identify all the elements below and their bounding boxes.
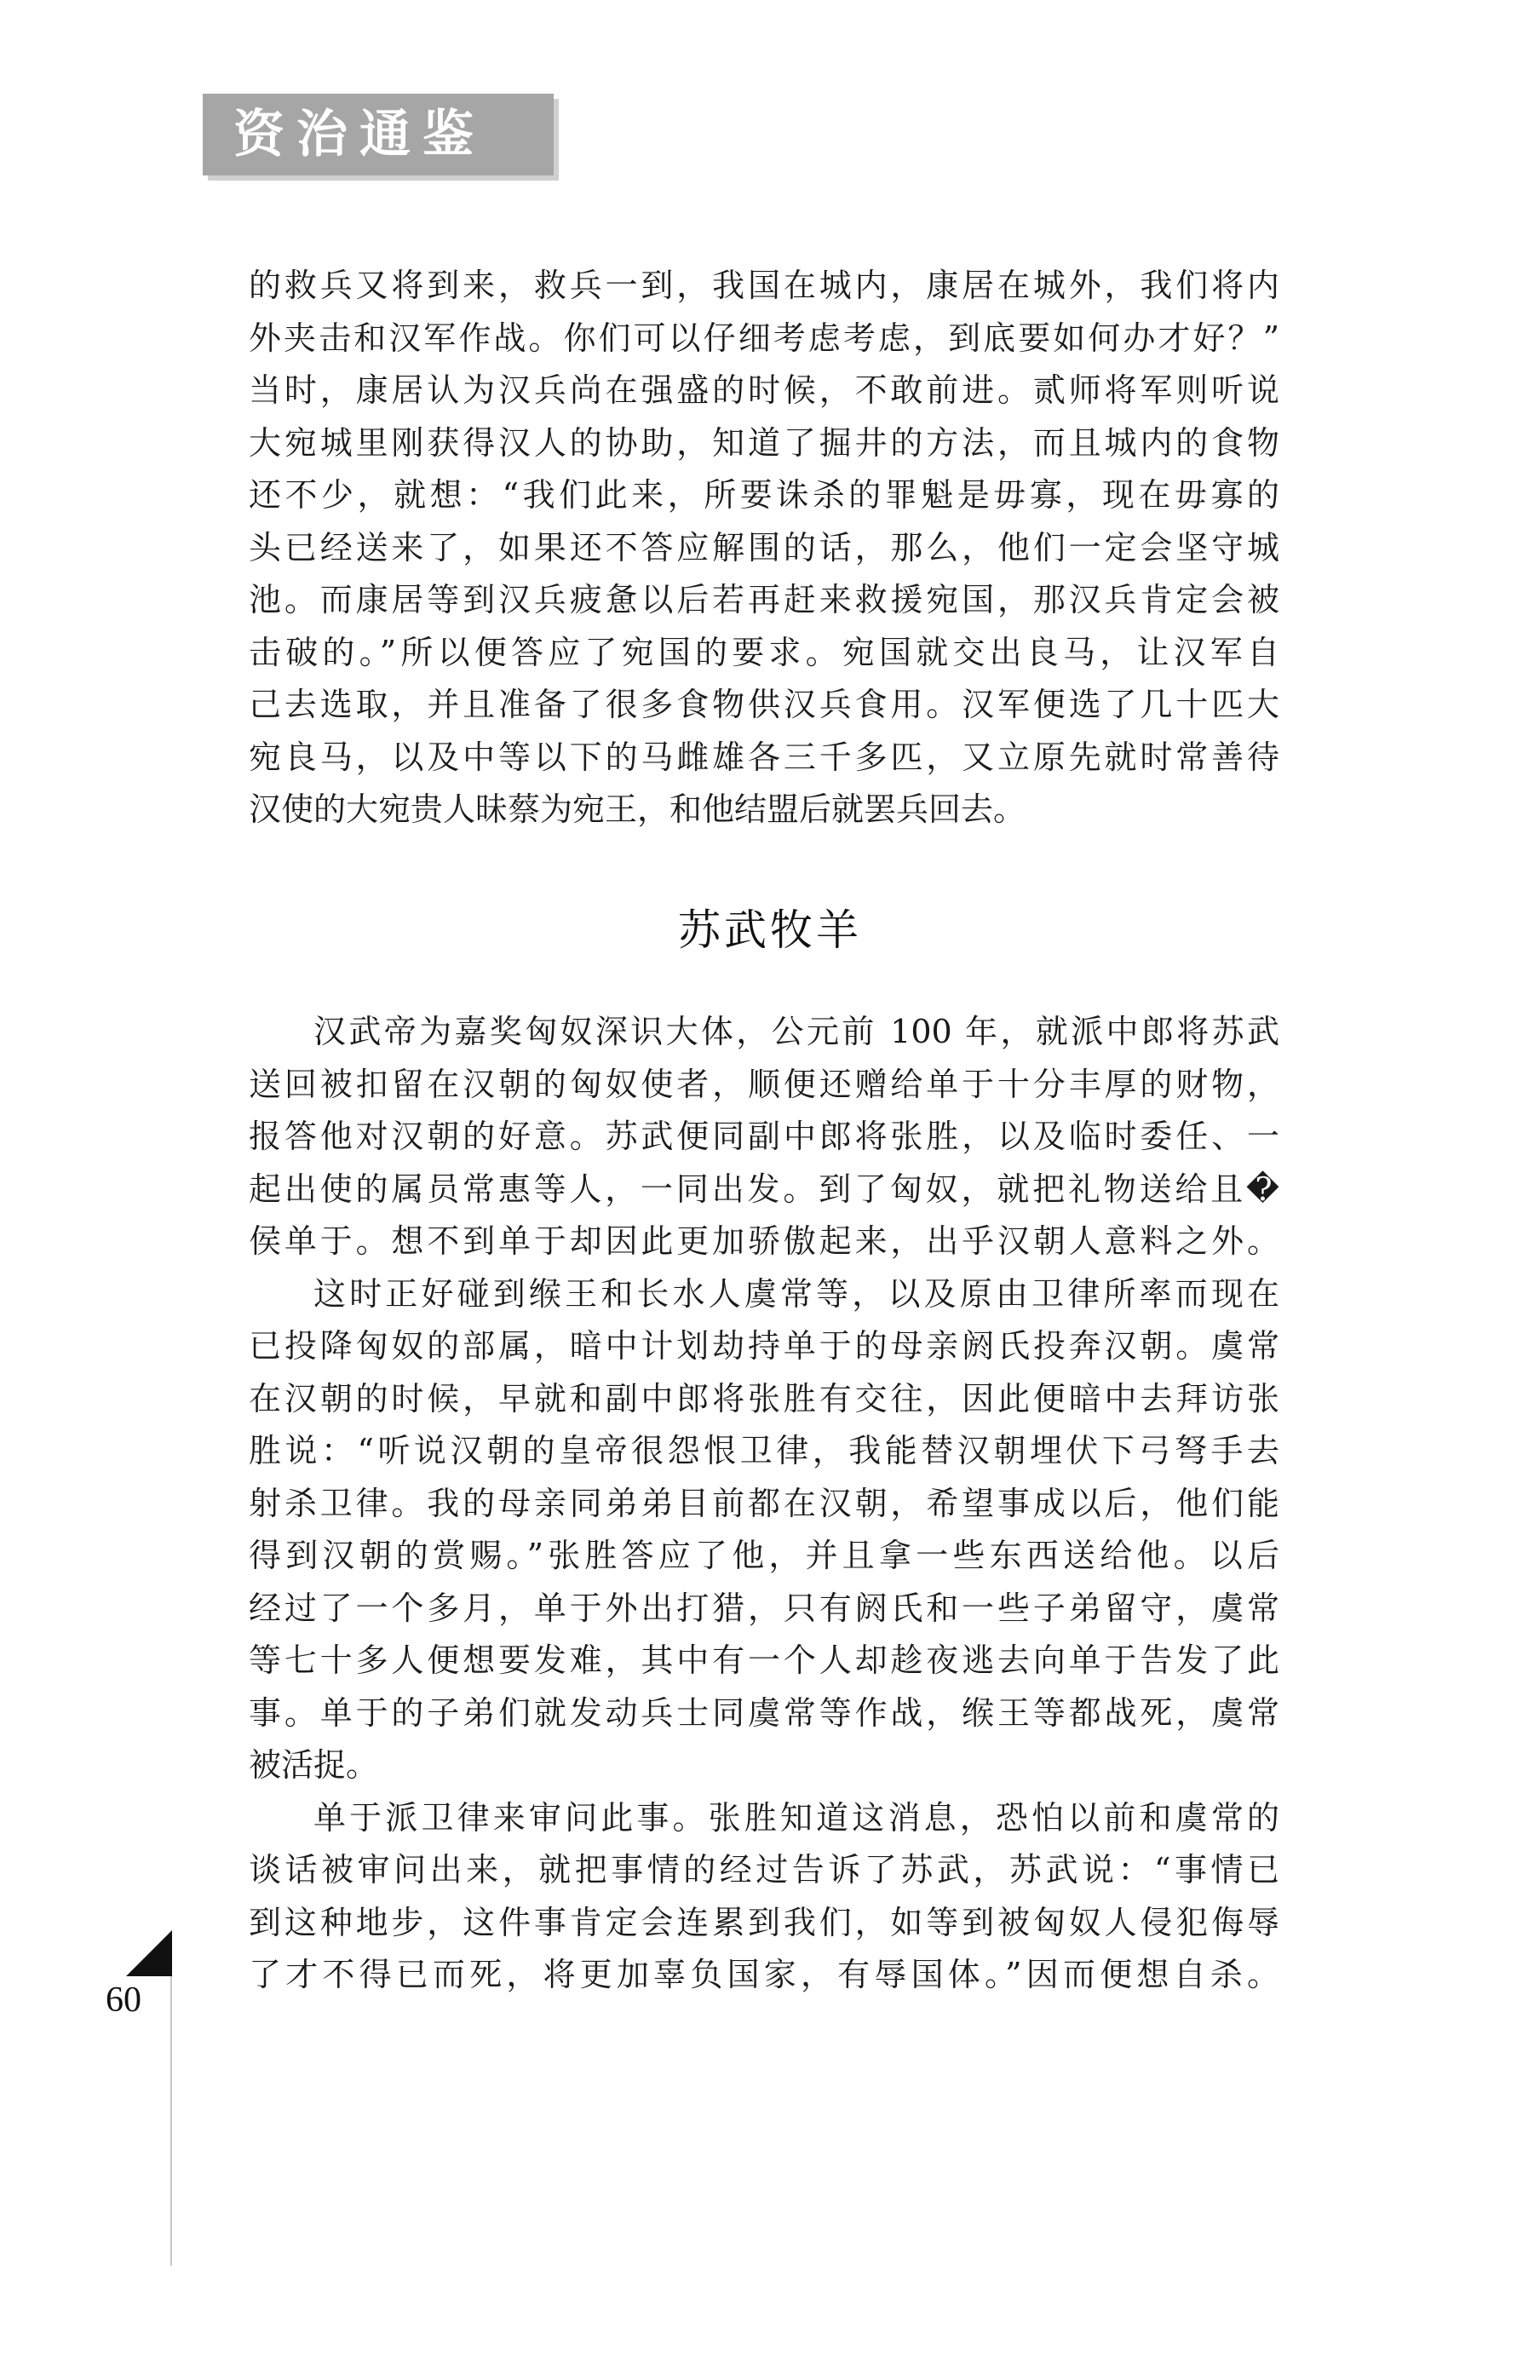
text-line: 起出使的属员常惠等人，一同出发。到了匈奴，就把礼物送给且� [249, 1170, 1279, 1208]
page-number: 60 [106, 1980, 141, 2020]
text-line: 己去选取，并且准备了很多食物供汉兵食用。汉军便选了几十匹大 [249, 686, 1279, 723]
text-line: 送回被扣留在汉朝的匈奴使者，顺便还赠给单于十分丰厚的财物， [249, 1065, 1279, 1103]
text-line: 等七十多人便想要发难，其中有一个人却趁夜逃去向单于告发了此 [249, 1641, 1279, 1679]
text-line: 谈话被审问出来，就把事情的经过告诉了苏武，苏武说：“事情已 [249, 1851, 1279, 1888]
section-title: 苏武牧羊 [678, 905, 862, 955]
header-banner [203, 94, 554, 175]
text-line: 的救兵又将到来，救兵一到，我国在城内，康居在城外，我们将内 [249, 267, 1279, 304]
book-title: 资治通鉴 [233, 105, 486, 164]
text-line: 了才不得已而死，将更加辜负国家，有辱国体。”因而便想自杀。 [249, 1956, 1279, 1993]
text-line: 击破的。”所以便答应了宛国的要求。宛国就交出良马，让汉军自 [249, 633, 1279, 671]
text-line: 已投降匈奴的部属，暗中计划劫持单于的母亲阏氏投奔汉朝。虞常 [249, 1327, 1279, 1365]
text-line: 射杀卫律。我的母亲同弟弟目前都在汉朝，希望事成以后，他们能 [249, 1484, 1279, 1522]
text-line: 宛良马，以及中等以下的马雌雄各三千多匹，又立原先就时常善待 [249, 738, 1279, 776]
text-line: 经过了一个多月，单于外出打猎，只有阏氏和一些子弟留守，虞常 [249, 1589, 1279, 1627]
text-line: 在汉朝的时候，早就和副中郎将张胜有交往，因此便暗中去拜访张 [249, 1379, 1279, 1417]
text-line: 报答他对汉朝的好意。苏武便同副中郎将张胜，以及临时委任、一 [249, 1118, 1279, 1155]
page-corner-marker [126, 1930, 172, 1976]
text-line: 池。而康居等到汉兵疲惫以后若再赶来救援宛国，那汉兵肯定会被 [249, 581, 1279, 618]
margin-rule [170, 1976, 172, 2266]
text-line: 单于派卫律来审问此事。张胜知道这消息，恐怕以前和虞常的 [313, 1798, 1279, 1837]
text-line: 外夹击和汉军作战。你们可以仔细考虑考虑，到底要如何办才好？” [249, 319, 1279, 357]
text-line: 被活捉。 [249, 1746, 379, 1784]
text-line: 胜说：“听说汉朝的皇帝很怨恨卫律，我能替汉朝埋伏下弓弩手去 [249, 1432, 1279, 1469]
text-line: 到这种地步，这件事肯定会连累到我们，如等到被匈奴人侵犯侮辱 [249, 1903, 1279, 1941]
text-line: 汉使的大宛贵人昧蔡为宛王，和他结盟后就罢兵回去。 [249, 790, 1026, 828]
text-line: 汉武帝为嘉奖匈奴深识大体，公元前 100 年，就派中郎将苏武 [313, 1013, 1279, 1050]
text-line: 得到汉朝的赏赐。”张胜答应了他，并且拿一些东西送给他。以后 [249, 1537, 1279, 1574]
text-line: 侯单于。想不到单于却因此更加骄傲起来，出乎汉朝人意料之外。 [249, 1222, 1279, 1260]
text-line: 当时，康居认为汉兵尚在强盛的时候，不敢前进。贰师将军则听说 [249, 371, 1279, 409]
text-line: 大宛城里刚获得汉人的协助，知道了掘井的方法，而且城内的食物 [249, 423, 1279, 462]
text-line: 头已经送来了，如果还不答应解围的话，那么，他们一定会坚守城 [249, 528, 1279, 566]
text-line: 还不少，就想：“我们此来，所要诛杀的罪魁是毋寡，现在毋寡的 [249, 476, 1279, 514]
text-line: 事。单于的子弟们就发动兵士同虞常等作战，缑王等都战死，虞常 [249, 1693, 1279, 1732]
text-line: 这时正好碰到缑王和长水人虞常等，以及原由卫律所率而现在 [313, 1274, 1279, 1313]
